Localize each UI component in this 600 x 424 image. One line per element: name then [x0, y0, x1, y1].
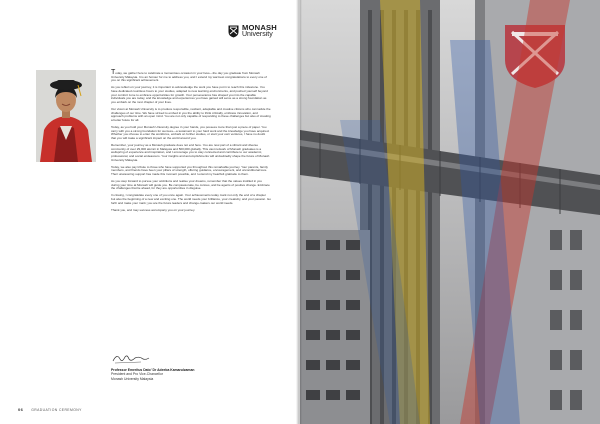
- monash-logo: [228, 22, 298, 40]
- page-footer: [18, 407, 82, 412]
- paragraph: In closing, I congratulate every one of you once again. Your achievements today mark not only the end of a chapter but also the beginning of a new and exciting one. The world needs your brilliance, your creativity, and your passion. Go forth and make your mark; you are the future leaders and change-makers our world needs.: [111, 193, 271, 205]
- signature-image: [111, 350, 151, 366]
- page-spine: [296, 0, 302, 424]
- paragraph: As you step forward to pursue your ambitions and realise your dreams, remember that the values instilled in you during your time at Monash will guide you. Be compassionate, be curious, and be agents of positive change. Embrace the challenges that lie ahead, for they are opportunities in disguise.: [111, 179, 270, 191]
- paragraph: Thank you, and may success accompany you on your journey.: [111, 207, 196, 212]
- right-page-photo: [300, 0, 600, 424]
- logo-name: MONASH: [242, 22, 277, 32]
- signer-role: President and Pro Vice-Chancellor: [111, 372, 163, 377]
- paragraph: Remember, your journey as a Monash graduate does not end here. You are now part of a vibrant and diverse community of over 29,000 alumni in Malaysia and 500,000 globally. This vast network of Monash graduates is a wellspring of experience and inspiration, and I encourage you to stay connected and contribute to our academic, professional, and social endeavours. Your insights and accomplishments will undoubtedly shape the future of Monash University Malaysia.: [111, 143, 270, 162]
- logo-subtitle: University: [242, 31, 273, 39]
- president-portrait: [36, 70, 96, 162]
- page-number: 06: [18, 407, 24, 412]
- signer-name: Professor Emeritus Dato' Dr Adeeba Kamarulzaman: [111, 368, 195, 372]
- paragraph: As you reflect on your journey, it is important to acknowledge the work you have put in to reach this milestone. You have dedicated countless hours to your studies, adapted to new learning environments, and pushed yourself beyond your comfort zone to embrace opportunities for growth. Your perseverance has shaped you into the capable individuals you are today, and the knowledge and experiences you have gained will serve as a strong foundation as you embark on the next chapter of your lives.: [111, 85, 268, 105]
- paragraph: Today, as you hold your Monash University degree in your hands, you possess more than just a piece of paper. You carry with you a strong foundation for success—a testament to your hard work and the knowledge you have acquired. Whether you choose to enter the workforce, embark on further studies, or start your own ventures, I have no doubt that you will make a significant impact on the world around you.: [111, 125, 270, 141]
- signer-block: [111, 368, 261, 381]
- monash-shield-icon: [228, 25, 239, 38]
- footer-section: GRADUATION CEREMONY: [31, 407, 82, 412]
- paragraph: Today, we also pay tribute to those who have supported you throughout this remarkable journey. Your parents, family members, and friends have been your pillars of strength, offering guidance, encouragement, and unconditional love. Their unwavering support has made this moment possible, and I extend my heartfelt gratitude to them.: [111, 164, 268, 177]
- paragraph: Today, we gather here to celebrate a momentous occasion in your lives—the day you graduate from Monash University Malaysia. It is an honour for me to address you, and I extend my warmest congratulations to every one of you on this significant achievement.: [111, 69, 267, 83]
- campus-building-image: [300, 0, 600, 424]
- signer-org: Monash University Malaysia: [111, 376, 154, 381]
- welcome-message: [111, 71, 271, 215]
- paragraph: Our vision at Monash University is to produce responsible, resilient, adaptable and creative citizens who can tackle the challenges of our time. We have strived to embed in you the ability to think critically, embrace innovation, and approach problems with an open mind. You are not only capable of responding to these challenges but also of creating a better future for all.: [111, 107, 271, 123]
